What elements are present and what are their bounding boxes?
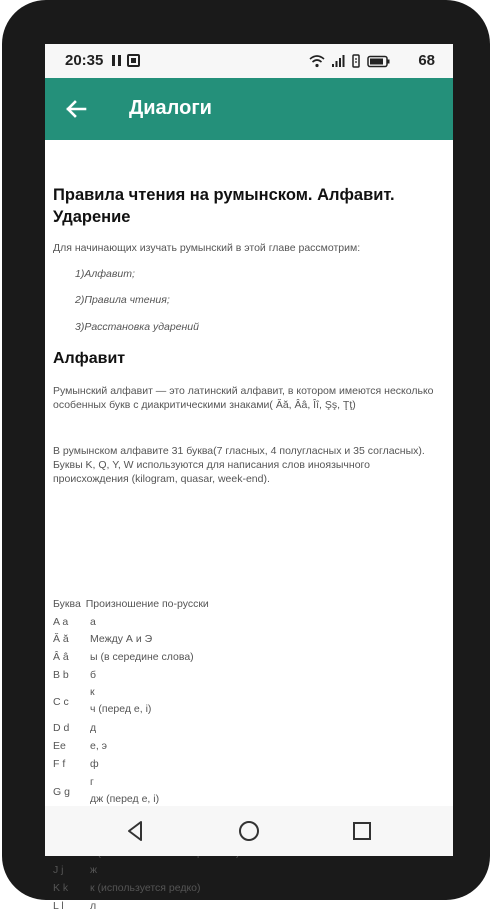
system-nav-bar [45, 806, 453, 856]
letters-count-paragraph: В румынском алфавите 31 буква(7 гласных, 4 полугласных и 35 согласных). Буквы K, Q, Y, W используются для написания слов иноязычного происхождения (kilogram, quasar, week-end). [53, 445, 425, 485]
app-bar [45, 78, 453, 140]
list-item: 2)Правила чтения; [75, 294, 170, 306]
table-header-letter: Буква [53, 598, 81, 610]
screen [45, 44, 453, 912]
battery-percentage: 68 [418, 52, 435, 69]
pronunciation-cell: е, э [90, 740, 108, 752]
alphabet-paragraph: Румынский алфавит — это латинский алфавит, в котором имеются несколько особенных букв с диакритическими знаками( Ăă, Ââ, Îî, Şş, Ţţ) [53, 385, 434, 411]
table-header [53, 598, 209, 610]
pause-icon [111, 54, 123, 67]
letter-cell: C c [53, 696, 69, 708]
letter-cell: L l [53, 900, 64, 912]
section-heading: Алфавит [53, 350, 126, 367]
letter-cell: J j [53, 864, 64, 876]
letter-cell: Â â [53, 651, 69, 663]
pronunciation-cell: к [90, 686, 95, 698]
volume-icon [351, 54, 361, 68]
status-bar [45, 44, 453, 78]
pronunciation-cell: ы (в середине слова) [90, 651, 194, 663]
pronunciation-cell: ж [90, 864, 98, 876]
pronunciation-cell: а [90, 616, 96, 628]
pronunciation-cell: л [90, 900, 97, 912]
wifi-icon [309, 55, 325, 68]
battery-icon [367, 55, 391, 68]
table-header-pronunciation: Произношение по-русски [85, 598, 209, 610]
status-right-icons [309, 54, 391, 68]
letter-cell: B b [53, 669, 69, 681]
signal-icon [331, 55, 345, 68]
sim-icon [127, 54, 140, 67]
article-intro: Для начинающих изучать румынский в этой главе рассмотрим: [53, 242, 361, 254]
list-item: 1)Алфавит; [75, 268, 135, 280]
pronunciation-cell-alt: дж (перед e, i) [90, 793, 160, 805]
status-time: 20:35 [65, 52, 104, 69]
pronunciation-cell: Между А и Э [90, 633, 153, 645]
letter-cell: G g [53, 786, 70, 798]
list-item: 3)Расстановка ударений [75, 321, 199, 333]
phone-frame [2, 0, 490, 912]
article-title: Правила чтения на румынском. Алфавит. Ударение [53, 186, 395, 226]
pronunciation-cell: д [90, 722, 97, 734]
app-bar-title: Диалоги [129, 97, 212, 119]
status-left-icons [111, 54, 140, 67]
square-recents-icon[interactable] [349, 818, 375, 844]
triangle-back-icon[interactable] [123, 818, 149, 844]
pronunciation-cell: к (используется редко) [90, 882, 201, 894]
letter-cell: Ă ă [53, 633, 69, 645]
letter-cell: D d [53, 722, 70, 734]
pronunciation-cell: г [90, 776, 94, 788]
pronunciation-cell: ф [90, 758, 99, 770]
article-content[interactable] [45, 140, 453, 912]
pronunciation-cell: б [90, 669, 97, 681]
circle-home-icon[interactable] [236, 818, 262, 844]
pronunciation-cell-alt: ч (перед e, i) [90, 703, 152, 715]
letter-cell: Ee [53, 740, 66, 752]
arrow-left-icon[interactable] [61, 94, 91, 124]
letter-cell: A a [53, 616, 69, 628]
letter-cell: F f [53, 758, 66, 770]
letter-cell: K k [53, 882, 69, 894]
